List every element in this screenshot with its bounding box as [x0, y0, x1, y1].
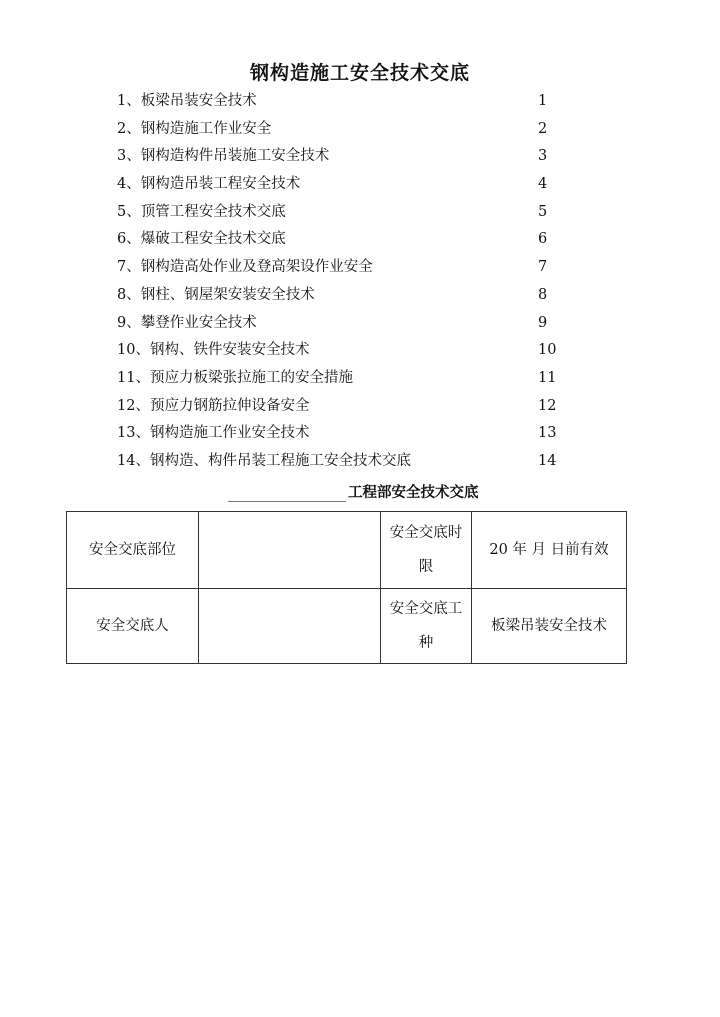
- table-of-contents: [0, 88, 720, 476]
- toc-item: [0, 337, 720, 365]
- toc-item-page: 7: [538, 259, 548, 276]
- handover-deadline-value: 20 年 月 日前有效: [472, 512, 627, 589]
- toc-item-page: 2: [538, 120, 548, 137]
- toc-item-label: 9、攀登作业安全技术: [117, 314, 257, 331]
- toc-item-page: 13: [538, 425, 557, 442]
- handover-person-label: 安全交底人: [67, 589, 199, 664]
- toc-item-label: 2、钢构造施工作业安全: [117, 120, 272, 137]
- toc-item-page: 3: [538, 148, 548, 165]
- toc-item-page: 12: [538, 397, 557, 414]
- toc-item: [0, 171, 720, 199]
- section-heading-text: 工程部安全技术交底: [348, 484, 479, 501]
- handover-person-value: [199, 589, 381, 664]
- toc-item: [0, 226, 720, 254]
- toc-item: [0, 448, 720, 476]
- handover-deadline-label: 安全交底时限: [381, 512, 472, 589]
- toc-item: [0, 393, 720, 421]
- toc-item: [0, 199, 720, 227]
- toc-item-page: 8: [538, 286, 548, 303]
- toc-item: [0, 143, 720, 171]
- toc-item-page: 5: [538, 203, 548, 220]
- toc-item-page: 11: [538, 369, 557, 386]
- toc-item-label: 12、预应力钢筋拉伸设备安全: [117, 397, 310, 414]
- toc-item-label: 13、钢构造施工作业安全技术: [117, 425, 310, 442]
- toc-item-page: 14: [538, 452, 557, 469]
- handover-part-label: 安全交底部位: [67, 512, 199, 589]
- toc-item-page: 4: [538, 176, 548, 193]
- toc-item-page: 10: [538, 342, 557, 359]
- handover-part-value: [199, 512, 381, 589]
- toc-item-label: 3、钢构造构件吊装施工安全技术: [117, 148, 330, 165]
- toc-item-label: 11、预应力板梁张拉施工的安全措施: [117, 369, 353, 386]
- toc-item-label: 10、钢构、铁件安装安全技术: [117, 342, 310, 359]
- handover-trade-label: 安全交底工种: [381, 589, 472, 664]
- toc-item: [0, 420, 720, 448]
- toc-item-label: 1、板梁吊装安全技术: [117, 93, 257, 109]
- toc-item: [0, 88, 720, 116]
- toc-item-page: 6: [538, 231, 548, 248]
- toc-item-page: 1: [538, 93, 548, 109]
- toc-item-label: 5、顶管工程安全技术交底: [117, 203, 286, 220]
- toc-item: [0, 254, 720, 282]
- toc-item-page: 9: [538, 314, 548, 331]
- toc-item: [0, 116, 720, 144]
- table-row: [67, 512, 627, 589]
- handover-trade-value: 板梁吊装安全技术: [472, 589, 627, 664]
- toc-item-label: 4、钢构造吊装工程安全技术: [117, 176, 301, 193]
- toc-item-label: 6、爆破工程安全技术交底: [117, 231, 286, 248]
- toc-item-label: 14、钢构造、构件吊装工程施工安全技术交底: [117, 452, 411, 469]
- toc-item-label: 8、钢柱、钢屋架安装安全技术: [117, 286, 315, 303]
- toc-item-label: 7、钢构造高处作业及登高架设作业安全: [117, 259, 373, 276]
- toc-item: [0, 365, 720, 393]
- table-row: [67, 589, 627, 664]
- toc-item: [0, 282, 720, 310]
- section-heading: [228, 481, 479, 502]
- toc-item: [0, 310, 720, 338]
- document-title: 钢构造施工安全技术交底: [249, 62, 470, 84]
- project-name-blank: [228, 485, 346, 502]
- handover-table: [66, 511, 627, 664]
